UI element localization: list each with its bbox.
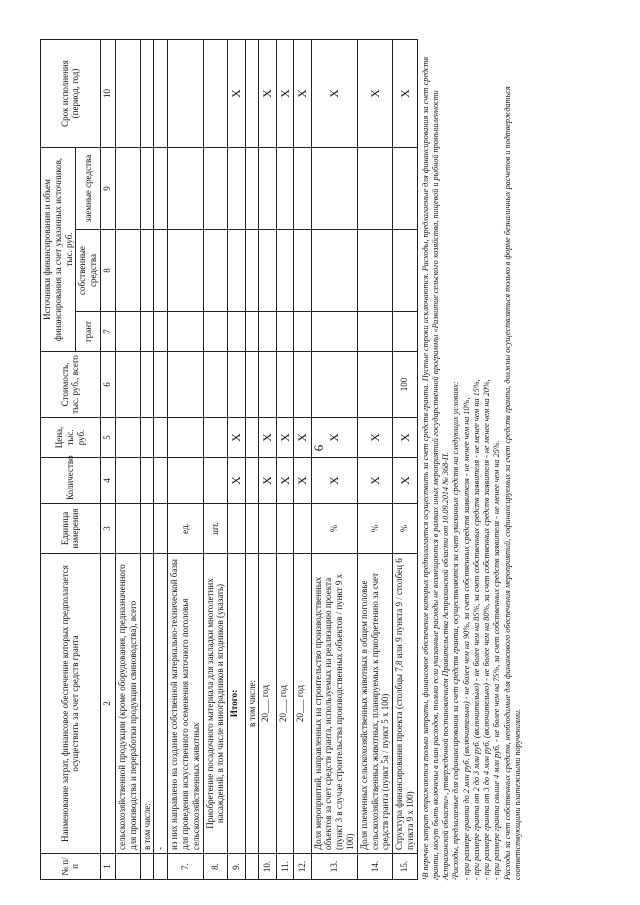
table-row bbox=[115, 39, 140, 879]
cell-own bbox=[311, 230, 357, 312]
cell-term bbox=[203, 39, 228, 147]
cell-name: из них направлено на создание собственной материально-технической базы для проведения искусственного осеменения маточного поголовья сельскохозяйственных животных bbox=[168, 554, 203, 854]
cell-num bbox=[115, 854, 140, 880]
table-row bbox=[259, 39, 276, 879]
cell-term bbox=[154, 39, 168, 147]
cell-unit: ед. bbox=[168, 504, 203, 554]
column-number-row bbox=[100, 39, 115, 879]
cell-own bbox=[228, 230, 245, 312]
cell-name: в том числе: bbox=[140, 554, 154, 854]
table-row bbox=[393, 39, 418, 879]
cell-qty bbox=[203, 458, 228, 504]
cell-own bbox=[115, 230, 140, 312]
cell-term: X bbox=[259, 39, 276, 147]
rotated-page-content bbox=[40, 30, 600, 880]
cell-grant bbox=[168, 312, 203, 352]
cell-grant bbox=[357, 312, 392, 352]
cell-own bbox=[154, 230, 168, 312]
cell-grant bbox=[154, 312, 168, 352]
table-body bbox=[100, 39, 417, 879]
cell-price: X bbox=[294, 418, 311, 458]
cell-term bbox=[245, 39, 259, 147]
cell-unit bbox=[140, 504, 154, 554]
cell-num bbox=[245, 854, 259, 880]
cell-unit bbox=[276, 504, 293, 554]
cell-num: 9. bbox=[228, 854, 245, 880]
cell-name: Доля мероприятий, направленных на строительство производственных объектов за счет средств гранта, используемых на реализацию проекта (пункт 3 в случае строительства производственных объектов / пункт 9 x 100) bbox=[311, 554, 357, 854]
cell-price bbox=[115, 418, 140, 458]
cell-num: 13. bbox=[311, 854, 357, 880]
cell-unit bbox=[259, 504, 276, 554]
cell-name: 20___ год bbox=[276, 554, 293, 854]
cell-unit bbox=[154, 504, 168, 554]
cell-grant bbox=[140, 312, 154, 352]
cell-num: 15. bbox=[393, 854, 418, 880]
cell-grant bbox=[276, 312, 293, 352]
table-row bbox=[203, 39, 228, 879]
cell-cost: 100 bbox=[393, 352, 418, 418]
cell-term: X bbox=[311, 39, 357, 147]
cell-grant bbox=[228, 312, 245, 352]
header-num: № п/п bbox=[41, 854, 101, 880]
cell-name: - bbox=[154, 554, 168, 854]
cell-qty: X bbox=[228, 458, 245, 504]
header-own-funds: собственные средства bbox=[76, 230, 101, 312]
cell-loan bbox=[276, 147, 293, 229]
table-row bbox=[140, 39, 154, 879]
header-term: Срок исполнения (период, год) bbox=[41, 39, 101, 147]
cell-num: 7. bbox=[168, 854, 203, 880]
cell-term: X bbox=[294, 39, 311, 147]
cell-own bbox=[357, 230, 392, 312]
header-name: Наименование затрат, финансовое обеспечение которых предполагается осуществить за счет средств гранта bbox=[41, 554, 101, 854]
cell-term bbox=[168, 39, 203, 147]
cell-price: X bbox=[228, 418, 245, 458]
col-number: 2 bbox=[100, 554, 115, 854]
cell-term bbox=[115, 39, 140, 147]
cell-loan bbox=[115, 147, 140, 229]
cell-name: Итого: bbox=[228, 554, 245, 854]
expense-table bbox=[40, 39, 418, 880]
cell-term: X bbox=[393, 39, 418, 147]
table-row bbox=[294, 39, 311, 879]
col-number: 6 bbox=[100, 352, 115, 418]
cell-cost bbox=[140, 352, 154, 418]
cell-grant bbox=[115, 312, 140, 352]
cell-loan bbox=[228, 147, 245, 229]
cell-own bbox=[245, 230, 259, 312]
page-number: 6 bbox=[311, 444, 326, 452]
cell-grant bbox=[203, 312, 228, 352]
cell-own bbox=[294, 230, 311, 312]
cell-own bbox=[259, 230, 276, 312]
footnote: Расходы за счет собственных средств, необходимые для финансового обеспечения мероприятий, софинансируемых за счет средств гранта, должны осуществляться только в форме безналичных расчетов и подтверждаться соответствующими платежными поручениями. bbox=[502, 86, 522, 880]
cell-loan bbox=[294, 147, 311, 229]
cell-cost bbox=[311, 352, 357, 418]
col-number: 4 bbox=[100, 458, 115, 504]
cell-cost bbox=[245, 352, 259, 418]
cell-price: X bbox=[259, 418, 276, 458]
col-number: 5 bbox=[100, 418, 115, 458]
footnote: ²Расходы, предлагаемые для софинансирования за счет средств гранта, осуществляются за счет указанных средств на следующих условиях: bbox=[451, 381, 461, 880]
cell-unit: % bbox=[357, 504, 392, 554]
col-number: 1 bbox=[100, 854, 115, 880]
cell-qty bbox=[168, 458, 203, 504]
cell-grant bbox=[393, 312, 418, 352]
cell-term: X bbox=[228, 39, 245, 147]
header-grant: грант bbox=[76, 312, 101, 352]
cell-grant bbox=[259, 312, 276, 352]
table-row bbox=[154, 39, 168, 879]
cell-qty bbox=[140, 458, 154, 504]
cell-cost bbox=[115, 352, 140, 418]
cell-cost bbox=[259, 352, 276, 418]
cell-num: 11. bbox=[276, 854, 293, 880]
cell-price bbox=[203, 418, 228, 458]
cell-name: Приобретение посадочного материала для закладки многолетних насаждений, в том числе виноградников и ягодников (указать) bbox=[203, 554, 228, 854]
cell-unit bbox=[245, 504, 259, 554]
col-number: 3 bbox=[100, 504, 115, 554]
cell-grant bbox=[245, 312, 259, 352]
cell-price bbox=[154, 418, 168, 458]
cell-own bbox=[276, 230, 293, 312]
cell-price bbox=[168, 418, 203, 458]
footnote: ¹В перечне затрат отражаются только затраты, финансовое обеспечение которых предполагается осуществить за счет средств гранта. Пустые строки исключаются. Расходы, предлагаемые для финансирования за счет средств гранта, могут быть включены в план расходов, только если указанные расходы не возмещаются в рамках иных мероприятий государственной программы «Развитие сельского хозяйства, пищевой и рыбной промышленности Астраханской области», утвержденной постановлением Правительства Астраханской области от 10.09.2014 № 368-П. bbox=[420, 57, 451, 880]
footnotes bbox=[421, 40, 524, 880]
cell-name: сельскохозяйственной продукции (кроме оборудования, предназначенного для производства и переработки продукции свиноводства), всего bbox=[115, 554, 140, 854]
cell-loan bbox=[393, 147, 418, 229]
cell-loan bbox=[154, 147, 168, 229]
cell-loan bbox=[311, 147, 357, 229]
header-quantity: Количество bbox=[41, 458, 101, 504]
cell-unit: % bbox=[393, 504, 418, 554]
cell-cost bbox=[154, 352, 168, 418]
cell-loan bbox=[203, 147, 228, 229]
table-row bbox=[311, 39, 357, 879]
table-row bbox=[276, 39, 293, 879]
table-row bbox=[245, 39, 259, 879]
cell-qty bbox=[245, 458, 259, 504]
cell-name: Доля племенных сельскохозяйственных животных в общем поголовье сельскохозяйственных животных, планируемых к приобретению за счет средств гранта (пункт 5а / пункт 5 x 100) bbox=[357, 554, 392, 854]
cell-cost bbox=[228, 352, 245, 418]
header-price: Цена, тыс. руб. bbox=[41, 418, 101, 458]
cell-loan bbox=[140, 147, 154, 229]
cell-cost bbox=[276, 352, 293, 418]
cell-qty: X bbox=[294, 458, 311, 504]
cell-cost bbox=[357, 352, 392, 418]
table-row bbox=[168, 39, 203, 879]
cell-grant bbox=[311, 312, 357, 352]
cell-own bbox=[140, 230, 154, 312]
cell-own bbox=[203, 230, 228, 312]
cell-grant bbox=[294, 312, 311, 352]
cell-qty: X bbox=[276, 458, 293, 504]
cell-unit bbox=[228, 504, 245, 554]
table-row bbox=[357, 39, 392, 879]
footnote: - при размере гранта от 2 до 3 млн руб. (включительно) - не более чем на 85%, за счет собственных средств заявителя - не менее чем на 15%, bbox=[471, 379, 481, 880]
footnote: - при размере гранта от 3 до 4 млн руб. (включительно) - не более чем на 80%, за счет собственных средств заявителя - не менее чем на 20%, bbox=[482, 379, 492, 880]
cell-price: X bbox=[357, 418, 392, 458]
header-sources: Источники финансирования и объем финансирования за счет указанных источников, тыс. руб. bbox=[41, 147, 76, 351]
footnote: - при размере гранта свыше 4 млн руб. - не более чем на 75%, за счет собственных средств заявителя - не менее чем на 25%. bbox=[492, 440, 502, 880]
col-number: 9 bbox=[100, 147, 115, 229]
cell-name: 20___ год bbox=[259, 554, 276, 854]
cell-term bbox=[140, 39, 154, 147]
col-number: 7 bbox=[100, 312, 115, 352]
cell-price: X bbox=[393, 418, 418, 458]
cell-qty: X bbox=[357, 458, 392, 504]
cell-num bbox=[140, 854, 154, 880]
cell-loan bbox=[245, 147, 259, 229]
cell-name: в том числе: bbox=[245, 554, 259, 854]
cell-term: X bbox=[276, 39, 293, 147]
cell-num bbox=[154, 854, 168, 880]
cell-unit bbox=[115, 504, 140, 554]
cell-qty: X bbox=[259, 458, 276, 504]
cell-term: X bbox=[357, 39, 392, 147]
cell-cost bbox=[203, 352, 228, 418]
col-number: 8 bbox=[100, 230, 115, 312]
cell-unit: % bbox=[311, 504, 357, 554]
table-row bbox=[228, 39, 245, 879]
footnote: - при размере гранта до 2 млн руб. (включительно) - не более чем на 90%, за счет собственных средств заявителя - не менее чем на 10%, bbox=[461, 397, 471, 880]
cell-cost bbox=[294, 352, 311, 418]
cell-num: 14. bbox=[357, 854, 392, 880]
cell-price bbox=[140, 418, 154, 458]
cell-own bbox=[168, 230, 203, 312]
cell-price: X bbox=[311, 418, 357, 458]
cell-own bbox=[393, 230, 418, 312]
cell-qty bbox=[154, 458, 168, 504]
cell-price: X bbox=[276, 418, 293, 458]
cell-cost bbox=[168, 352, 203, 418]
cell-qty: X bbox=[311, 458, 357, 504]
cell-unit bbox=[294, 504, 311, 554]
cell-name: Структура финансирования проекта (столбцы 7,8 или 9 пункта 9 / столбец 6 пункта 9 x 100) bbox=[393, 554, 418, 854]
header-unit: Единица измерения bbox=[41, 504, 101, 554]
cell-loan bbox=[168, 147, 203, 229]
cell-num: 10. bbox=[259, 854, 276, 880]
cell-num: 12. bbox=[294, 854, 311, 880]
cell-unit: шт. bbox=[203, 504, 228, 554]
cell-num: 8. bbox=[203, 854, 228, 880]
cell-price bbox=[245, 418, 259, 458]
cell-name: 20___ год bbox=[294, 554, 311, 854]
header-cost: Стоимость, тыс. руб., всего bbox=[41, 352, 101, 418]
cell-loan bbox=[259, 147, 276, 229]
header-loan-funds: заемные средства bbox=[76, 147, 101, 229]
col-number: 10 bbox=[100, 39, 115, 147]
cell-qty bbox=[115, 458, 140, 504]
cell-loan bbox=[357, 147, 392, 229]
cell-qty: X bbox=[393, 458, 418, 504]
